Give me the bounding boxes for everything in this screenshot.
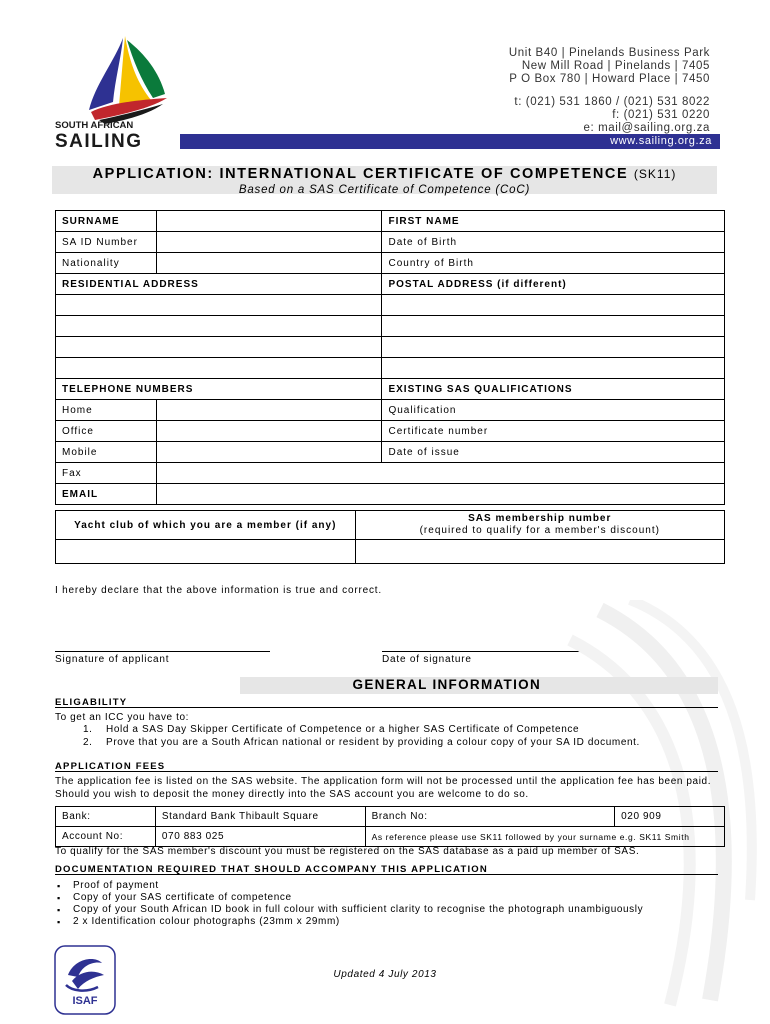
office-phone-field[interactable] — [156, 421, 382, 442]
membership-number-label: SAS membership number — [468, 513, 612, 524]
email-line: e: mail@sailing.org.za — [583, 122, 710, 134]
postal-address-line[interactable] — [382, 358, 725, 379]
club-membership-form — [55, 510, 725, 564]
address-line: P O Box 780 | Howard Place | 7450 — [509, 73, 710, 85]
list-item: ▪ Proof of payment — [55, 880, 643, 892]
postal-address-line[interactable] — [382, 337, 725, 358]
office-phone-label: Office — [56, 421, 157, 442]
membership-number-header — [355, 511, 724, 540]
email-label: EMAIL — [56, 484, 157, 505]
dob-label: Date of Birth — [388, 236, 458, 248]
required-documents-list — [55, 880, 643, 928]
fax-field[interactable] — [156, 463, 724, 484]
address-line: Unit B40 | Pinelands Business Park — [508, 47, 710, 59]
eligibility-item: 1. Hold a SAS Day Skipper Certificate of Competence or a higher SAS Certificate of Competence — [83, 724, 580, 735]
postal-address-line[interactable] — [382, 316, 725, 337]
nationality-label: Nationality — [56, 253, 157, 274]
updated-date: Updated 4 July 2013 — [333, 969, 437, 980]
residential-address-line[interactable] — [56, 295, 382, 316]
address-block — [509, 47, 710, 86]
page-title — [52, 166, 717, 182]
surname-label: SURNAME — [56, 211, 157, 232]
isaf-logo-text: ISAF — [72, 995, 98, 1007]
list-item: ▪ Copy of your SAS certificate of competence — [55, 892, 643, 904]
fees-text: The application fee is listed on the SAS website. The application form will not be processed until the application fee has been paid. Should you wish to deposit the money directly into the SAS account you are welcome to do so. — [55, 776, 712, 800]
qualification-field[interactable] — [382, 400, 725, 421]
fees-heading: APPLICATION FEES — [55, 761, 166, 772]
bank-value: Standard Bank Thibault Square — [155, 807, 365, 827]
fax-label: Fax — [56, 463, 157, 484]
first-name-field[interactable] — [382, 211, 725, 232]
contact-block — [514, 96, 710, 135]
documents-heading: DOCUMENTATION REQUIRED THAT SHOULD ACCOMPANY THIS APPLICATION — [55, 864, 488, 875]
logo-text-south-african: SOUTH AFRICAN — [55, 120, 134, 131]
account-value: 070 883 025 — [155, 827, 365, 847]
email-field[interactable] — [156, 484, 724, 505]
page-subtitle: Based on a SAS Certificate of Competence (CoC) — [238, 184, 531, 196]
website-bar — [180, 134, 720, 149]
date-of-issue-field[interactable] — [382, 442, 725, 463]
bank-label: Bank: — [56, 807, 156, 827]
applicant-signature-line[interactable] — [55, 651, 270, 652]
residential-address-label: RESIDENTIAL ADDRESS — [56, 274, 382, 295]
qualification-label: Qualification — [388, 404, 457, 416]
eligibility-item: 2. Prove that you are a South African national or resident by providing a colour copy of your SA ID document. — [83, 737, 640, 748]
section-divider — [55, 771, 718, 772]
background-swoosh-graphic — [560, 600, 760, 1010]
certificate-number-field[interactable] — [382, 421, 725, 442]
page-title-main: APPLICATION: INTERNATIONAL CERTIFICATE OF COMPETENCE — [92, 166, 629, 182]
declaration-text: I hereby declare that the above information is true and correct. — [55, 585, 382, 596]
applicant-details-form — [55, 210, 725, 505]
general-info-title: GENERAL INFORMATION — [352, 677, 541, 692]
yacht-club-label: Yacht club of which you are a member (if any) — [56, 511, 356, 540]
form-code: (SK11) — [633, 167, 677, 181]
address-line: New Mill Road | Pinelands | 7405 — [521, 60, 710, 72]
country-birth-field[interactable] — [382, 253, 725, 274]
mobile-phone-field[interactable] — [156, 442, 382, 463]
date-of-issue-label: Date of issue — [388, 446, 460, 458]
website-link[interactable]: www.sailing.org.za — [610, 135, 712, 147]
eligibility-heading: ELIGABILITY — [55, 697, 128, 708]
mobile-phone-label: Mobile — [56, 442, 157, 463]
discount-note: To qualify for the SAS member's discount you must be registered on the SAS database as a paid up member of SAS. — [55, 846, 640, 857]
existing-qualifications-label: EXISTING SAS QUALIFICATIONS — [382, 379, 725, 400]
fax-line: f: (021) 531 0220 — [612, 109, 710, 121]
surname-field[interactable] — [156, 211, 382, 232]
first-name-label: FIRST NAME — [388, 215, 460, 227]
branch-label: Branch No: — [365, 807, 615, 827]
home-phone-label: Home — [56, 400, 157, 421]
south-african-sailing-logo — [55, 30, 205, 150]
isaf-logo — [54, 945, 116, 1015]
yacht-club-field[interactable] — [56, 540, 356, 564]
bank-details-table — [55, 806, 725, 847]
residential-address-line[interactable] — [56, 358, 382, 379]
dob-field[interactable] — [382, 232, 725, 253]
phone-line: t: (021) 531 1860 / (021) 531 8022 — [514, 96, 710, 108]
section-divider — [55, 874, 718, 875]
sa-id-field[interactable] — [156, 232, 382, 253]
certificate-number-label: Certificate number — [388, 425, 489, 437]
list-item: ▪ Copy of your South African ID book in full colour with sufficient clarity to recognise the photograph unambiguously — [55, 904, 643, 916]
section-divider — [55, 707, 718, 708]
telephone-numbers-label: TELEPHONE NUMBERS — [56, 379, 382, 400]
eligibility-intro: To get an ICC you have to: — [55, 712, 190, 723]
account-label: Account No: — [56, 827, 156, 847]
country-birth-label: Country of Birth — [388, 257, 474, 269]
date-signature-label: Date of signature — [382, 654, 472, 665]
list-item: ▪ 2 x Identification colour photographs (23mm x 29mm) — [55, 916, 643, 928]
branch-value: 020 909 — [615, 807, 725, 827]
residential-address-line[interactable] — [56, 316, 382, 337]
nationality-field[interactable] — [156, 253, 382, 274]
logo-text-sailing: SAILING — [55, 131, 143, 150]
membership-number-field[interactable] — [355, 540, 724, 564]
membership-number-note: (required to qualify for a member's discount) — [419, 525, 660, 536]
sa-id-label: SA ID Number — [56, 232, 157, 253]
residential-address-line[interactable] — [56, 337, 382, 358]
applicant-signature-label: Signature of applicant — [55, 654, 170, 665]
payment-reference-note: As reference please use SK11 followed by your surname e.g. SK11 Smith — [365, 827, 724, 847]
postal-address-label: POSTAL ADDRESS (if different) — [382, 274, 725, 295]
postal-address-line[interactable] — [382, 295, 725, 316]
home-phone-field[interactable] — [156, 400, 382, 421]
